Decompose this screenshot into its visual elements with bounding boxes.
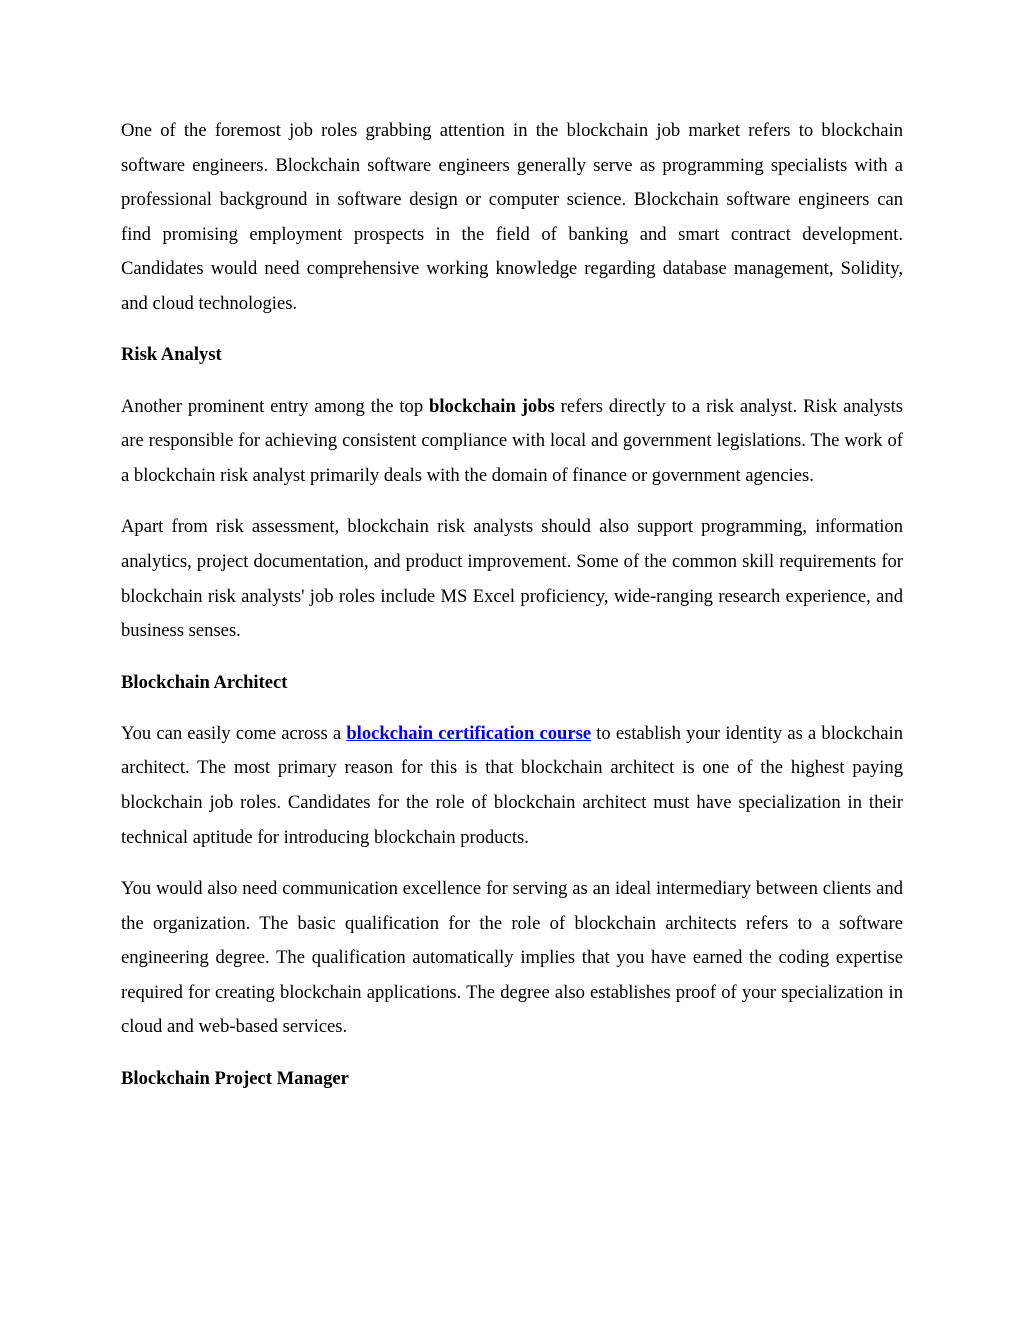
heading-blockchain-architect: Blockchain Architect bbox=[121, 671, 288, 693]
paragraph-risk-analyst-skills: Apart from risk assessment, blockchain risk analysts should also support programming, information analytics, project documentation, and product improvement. Some of the common skill requirements for blockchain risk analysts' job roles include MS Excel proficiency, wide-ranging research experience, and business senses. bbox=[121, 516, 903, 642]
link-blockchain-certification-course[interactable]: blockchain certification course bbox=[346, 722, 592, 744]
text-segment: You can easily come across a bbox=[121, 722, 347, 744]
text-segment: Another prominent entry among the top bbox=[121, 395, 430, 417]
text-segment: refers directly to a risk analyst. Risk analysts are responsible for achieving consistent compliance with local and government legislations. The work of a blockchain risk analyst primarily deals with the domain of finance or government agencies. bbox=[121, 395, 903, 486]
text-segment: to establish your identity as a blockchain architect. The most primary reason for this is that blockchain architect is one of the highest paying blockchain job roles. Candidates for the role of blockchain architect must have specialization in their technical aptitude for introducing blockchain products. bbox=[121, 722, 903, 848]
paragraph-architect-intro bbox=[121, 717, 903, 855]
heading-blockchain-project-manager: Blockchain Project Manager bbox=[121, 1067, 349, 1089]
paragraph-architect-qualifications: You would also need communication excellence for serving as an ideal intermediary between clients and the organization. The basic qualification for the role of blockchain architects refers to a software engineering degree. The qualification automatically implies that you have earned the coding expertise required for creating blockchain applications. The degree also establishes proof of your specialization in cloud and web-based services. bbox=[121, 878, 903, 1038]
heading-risk-analyst: Risk Analyst bbox=[121, 344, 222, 366]
paragraph-software-engineers: One of the foremost job roles grabbing attention in the blockchain job market refers to blockchain software engineers. Blockchain software engineers generally serve as programming specialists with a professional background in software design or computer science. Blockchain software engineers can find promising employment prospects in the field of banking and smart contract development. Candidates would need comprehensive working knowledge regarding database management, Solidity, and cloud technologies. bbox=[121, 120, 903, 314]
bold-keyword-blockchain-jobs: blockchain jobs bbox=[429, 395, 555, 417]
paragraph-risk-analyst-intro bbox=[121, 390, 903, 494]
document-page bbox=[121, 114, 903, 1113]
